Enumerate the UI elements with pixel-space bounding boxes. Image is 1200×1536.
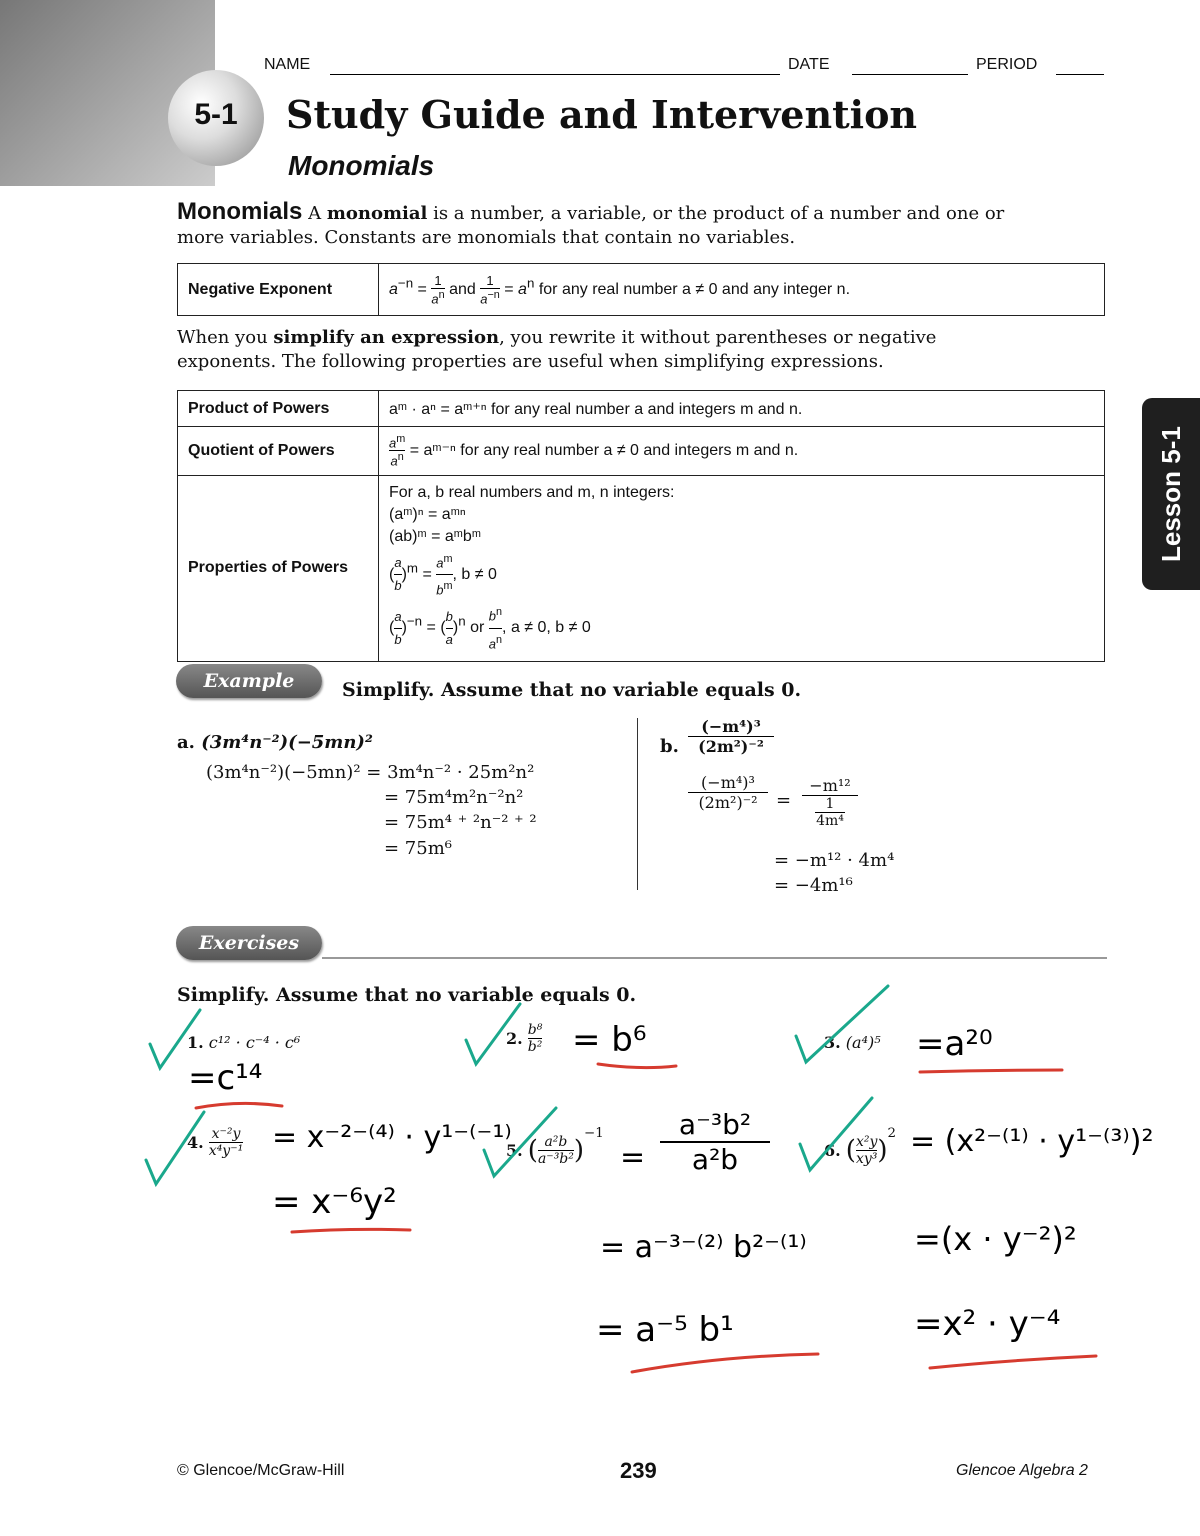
and-word: and <box>449 280 476 298</box>
handwritten-5-num: a⁻³b² <box>660 1108 770 1143</box>
power-of-quotient-cond: , b ≠ 0 <box>452 565 497 583</box>
negative-exponent-tail: for any real number a ≠ 0 and any integer n. <box>538 280 851 298</box>
handwritten-5-den: a²b <box>691 1143 739 1176</box>
exercise-6-number: 6. <box>824 1141 841 1160</box>
handwritten-answer-2: = b⁶ <box>572 1020 647 1060</box>
example-b-step1-num: (−m⁴)³ <box>688 773 768 793</box>
page-subtitle: Monomials <box>288 150 435 181</box>
simplify-text-1: When you <box>177 327 274 348</box>
underline-mark <box>292 1229 410 1232</box>
quotient-of-powers-rule: $\frac{a^m}{a^n}$ = aᵐ⁻ⁿ for any real number a ≠ 0 and integers m and n. <box>379 427 1105 476</box>
underline-mark <box>632 1354 818 1372</box>
exercise-5: 5. ( $\frac{\text{a²b}}{\text{a⁻³b²}}$ )$^{-1}$ <box>506 1126 604 1167</box>
intro-heading: Monomials <box>177 198 303 225</box>
exercise-1-expression: c¹² · c⁻⁴ · c⁶ <box>208 1033 301 1052</box>
simplify-term: simplify an expression <box>273 327 500 348</box>
handwritten-answer-4-final: = x⁻⁶y² <box>272 1182 397 1222</box>
underline-mark <box>598 1064 676 1068</box>
footer-page-number: 239 <box>620 1458 657 1483</box>
footer-book-title: Glencoe Algebra 2 <box>956 1462 1088 1479</box>
product-of-powers-rule: aᵐ · aⁿ = aᵐ⁺ⁿ for any real number a and integers m and n. <box>379 391 1105 427</box>
example-b-numerator: (−m⁴)³ <box>688 717 774 737</box>
properties-of-powers-label: Properties of Powers <box>178 475 379 661</box>
example-b-step-3: = −4m¹⁶ <box>774 875 853 896</box>
period-label: PERIOD <box>976 56 1038 73</box>
negative-exponent-rule: $a^{-n}$ = $\frac{1}{a^n}$ and $\frac{1}{a^{-n}}$ = $a^n$ for any real number a ≠ 0 and any integer n. <box>379 264 1105 316</box>
exercise-5-power: −1 <box>584 1126 604 1141</box>
product-of-powers-label: Product of Powers <box>178 391 379 427</box>
lesson-side-tab-label: Lesson 5-1 <box>1156 426 1186 562</box>
or-word: or <box>470 619 485 637</box>
exercise-6: 6. ( $\frac{\text{x²y}}{\text{xy³}}$ )$^2$ <box>824 1126 897 1167</box>
intro-pre: A <box>308 203 327 224</box>
example-b-label: b. <box>660 736 679 757</box>
example-instruction: Simplify. Assume that no variable equals 0. <box>342 679 802 701</box>
check-mark-icon <box>146 1112 204 1184</box>
exercise-3-expression: (a⁴)⁵ <box>845 1033 881 1052</box>
example-a-step-3: = 75m⁴ ⁺ ²n⁻² ⁺ ² <box>384 812 537 833</box>
name-label: NAME <box>264 56 311 73</box>
power-of-quotient: ( $\frac{a}{b}$ )$^m$ = $\frac{a^m}{b^m}$ , b ≠ 0 <box>389 548 1094 602</box>
check-mark-icon <box>484 1108 556 1176</box>
quotient-rule-text: = aᵐ⁻ⁿ for any real number a ≠ 0 and integers m and n. <box>409 442 799 460</box>
exercises-instruction: Simplify. Assume that no variable equals 0. <box>177 984 637 1006</box>
check-mark-icon <box>800 1098 872 1170</box>
underline-mark <box>930 1356 1096 1368</box>
example-b-rhs-den-den: 4m⁴ <box>816 813 844 829</box>
footer-copyright: © Glencoe/McGraw-Hill <box>177 1462 345 1479</box>
handwritten-answer-1: =c¹⁴ <box>188 1058 263 1098</box>
example-pill: Example <box>176 664 322 698</box>
power-of-power: (aᵐ)ⁿ = aᵐⁿ <box>389 505 466 523</box>
exercise-5-num: a²b <box>538 1134 574 1151</box>
negative-power-cond: , a ≠ 0, b ≠ 0 <box>502 619 591 637</box>
check-mark-icon <box>150 1010 200 1068</box>
handwritten-answer-5-final: = a⁻⁵ b¹ <box>596 1310 734 1350</box>
exercise-2-num: b⁸ <box>527 1022 543 1038</box>
exercises-pill: Exercises <box>176 926 322 960</box>
example-a-expression: (3m⁴n⁻²)(−5mn)² <box>201 732 373 753</box>
handwritten-answer-3: =a²⁰ <box>916 1024 993 1064</box>
example-a-step-1: (3m⁴n⁻²)(−5mn)² = 3m⁴n⁻² · 25m²n² <box>206 762 535 783</box>
check-mark-icon <box>796 986 888 1062</box>
intro-term: monomial <box>326 203 428 224</box>
handwritten-answer-6-step2: =(x · y⁻²)² <box>914 1220 1077 1258</box>
intro-text-2: more variables. Constants are monomials that contain no variables. <box>177 227 796 248</box>
exercise-6-power: 2 <box>887 1126 897 1141</box>
example-b-rhs-num: −m¹² <box>802 776 858 796</box>
handwritten-answer-5-step: = a⁻³⁻⁽²⁾ b²⁻⁽¹⁾ <box>600 1230 807 1265</box>
exercise-6-num: x²y <box>855 1134 878 1150</box>
example-b-denominator: (2m²)⁻² <box>698 737 764 756</box>
power-of-product: (ab)ᵐ = aᵐbᵐ <box>389 527 481 545</box>
lesson-number: 5-1 <box>194 98 238 131</box>
handwritten-answer-5-eq: = <box>620 1140 646 1175</box>
quotient-of-powers-label: Quotient of Powers <box>178 427 379 476</box>
handwritten-answer-4-step: = x⁻²⁻⁽⁴⁾ · y¹⁻⁽⁻¹⁾ <box>272 1120 512 1155</box>
equals-sign: = <box>776 790 792 811</box>
date-label: DATE <box>788 56 830 73</box>
underline-mark <box>920 1070 1062 1072</box>
example-a-label: a. <box>177 732 195 753</box>
exercise-2-number: 2. <box>506 1029 523 1048</box>
exercise-1-number: 1. <box>187 1033 204 1052</box>
example-b-step1-den: (2m²)⁻² <box>698 793 758 812</box>
simplify-text-2: , you rewrite it without parentheses or negative <box>499 327 937 348</box>
intro-text-1: is a number, a variable, or the product of a number and one or <box>427 203 1005 224</box>
simplify-text-3: exponents. The following properties are useful when simplifying expressions. <box>177 351 884 372</box>
check-mark-icon <box>466 1004 520 1064</box>
properties-intro: For a, b real numbers and m, n integers: <box>389 483 675 501</box>
rule-a: a <box>518 280 527 298</box>
exercise-4-number: 4. <box>187 1133 204 1152</box>
exercise-5-number: 5. <box>506 1141 523 1160</box>
exercise-4-den: x⁴y⁻¹ <box>208 1143 244 1159</box>
page-title: Study Guide and Intervention <box>286 92 918 137</box>
negative-power-of-quotient: ( $\frac{a}{b}$ )$^{-n}$ = ( $\frac{b}{a}$ )$^n$ or $\frac{b^n}{a^n}$ , a ≠ 0, b ≠ 0 <box>389 601 1094 655</box>
example-a-step-4: = 75m⁶ <box>384 838 452 859</box>
example-a-step-2: = 75m⁴m²n⁻²n² <box>384 787 524 808</box>
handwritten-answer-6-final: =x² · y⁻⁴ <box>914 1304 1061 1344</box>
example-b-rhs-den-num: 1 <box>815 796 845 813</box>
example-b-step-2: = −m¹² · 4m⁴ <box>774 850 895 871</box>
underline-mark <box>196 1103 282 1108</box>
negative-exponent-label: Negative Exponent <box>178 264 379 316</box>
exercise-3-number: 3. <box>824 1033 841 1052</box>
handwritten-answer-6-step1: = (x²⁻⁽¹⁾ · y¹⁻⁽³⁾)² <box>910 1124 1154 1159</box>
exercise-4-num: x⁻²y <box>209 1126 243 1143</box>
exercise-6-den: xy³ <box>855 1151 878 1167</box>
exercise-2-den: b² <box>527 1039 543 1055</box>
exercise-5-den: a⁻³b² <box>537 1151 574 1167</box>
